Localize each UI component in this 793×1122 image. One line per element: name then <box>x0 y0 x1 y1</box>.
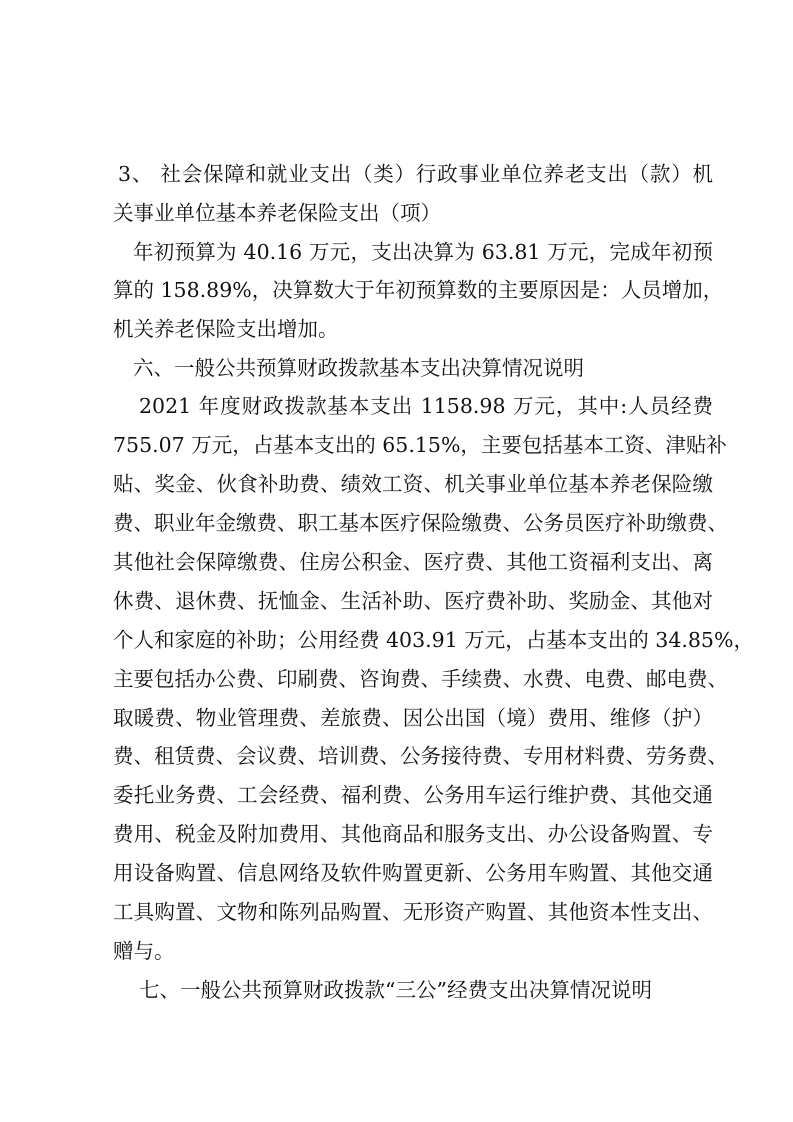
section6-line-12: 费用、税金及附加费用、其他商品和服务支出、办公设备购置、专 <box>113 822 713 846</box>
item3-paragraph-line2: 算的 158.89%，决算数大于年初预算数的主要原因是：人员增加， <box>113 278 724 302</box>
section6-line-15: 赠与。 <box>113 939 175 963</box>
section6-line-2: 755.07 万元，占基本支出的 65.15%，主要包括基本工资、津贴补 <box>113 433 727 457</box>
section6-line-9: 取暖费、物业管理费、差旅费、因公出国（境）费用、维修（护） <box>113 706 713 730</box>
section6-line-8: 主要包括办公费、印刷费、咨询费、手续费、水费、电费、邮电费、 <box>113 667 728 691</box>
item3-heading-line1: 3、 社会保障和就业支出（类）行政事业单位养老支出（款）机 <box>118 162 713 186</box>
item3-paragraph-line3: 机关养老保险支出增加。 <box>113 317 339 341</box>
section6-line-4: 费、职业年金缴费、职工基本医疗保险缴费、公务员医疗补助缴费、 <box>113 511 728 535</box>
section6-line-14: 工具购置、文物和陈列品购置、无形资产购置、其他资本性支出、 <box>113 900 713 924</box>
section6-line-11: 委托业务费、工会经费、福利费、公务用车运行维护费、其他交通 <box>113 783 713 807</box>
section6-line-1: 2021 年度财政拨款基本支出 1158.98 万元，其中:人员经费 <box>139 394 713 418</box>
section6-line-13: 用设备购置、信息网络及软件购置更新、公务用车购置、其他交通 <box>113 861 713 885</box>
item3-paragraph-line1: 年初预算为 40.16 万元，支出决算为 63.81 万元，完成年初预 <box>133 240 713 264</box>
section6-line-7: 个人和家庭的补助；公用经费 403.91 万元，占基本支出的 34.85%， <box>113 628 754 652</box>
section6-heading: 六、一般公共预算财政拨款基本支出决算情况说明 <box>133 356 584 380</box>
section6-line-10: 费、租赁费、会议费、培训费、公务接待费、专用材料费、劳务费、 <box>113 744 728 768</box>
item3-heading-line2: 关事业单位基本养老保险支出（项） <box>113 201 441 225</box>
section6-line-3: 贴、奖金、伙食补助费、绩效工资、机关事业单位基本养老保险缴 <box>113 472 713 496</box>
section6-line-5: 其他社会保障缴费、住房公积金、医疗费、其他工资福利支出、离 <box>113 550 713 574</box>
section7-heading: 七、一般公共预算财政拨款“三公”经费支出决算情况说明 <box>139 978 652 1002</box>
section6-line-6: 休费、退休费、抚恤金、生活补助、医疗费补助、奖励金、其他对 <box>113 589 713 613</box>
